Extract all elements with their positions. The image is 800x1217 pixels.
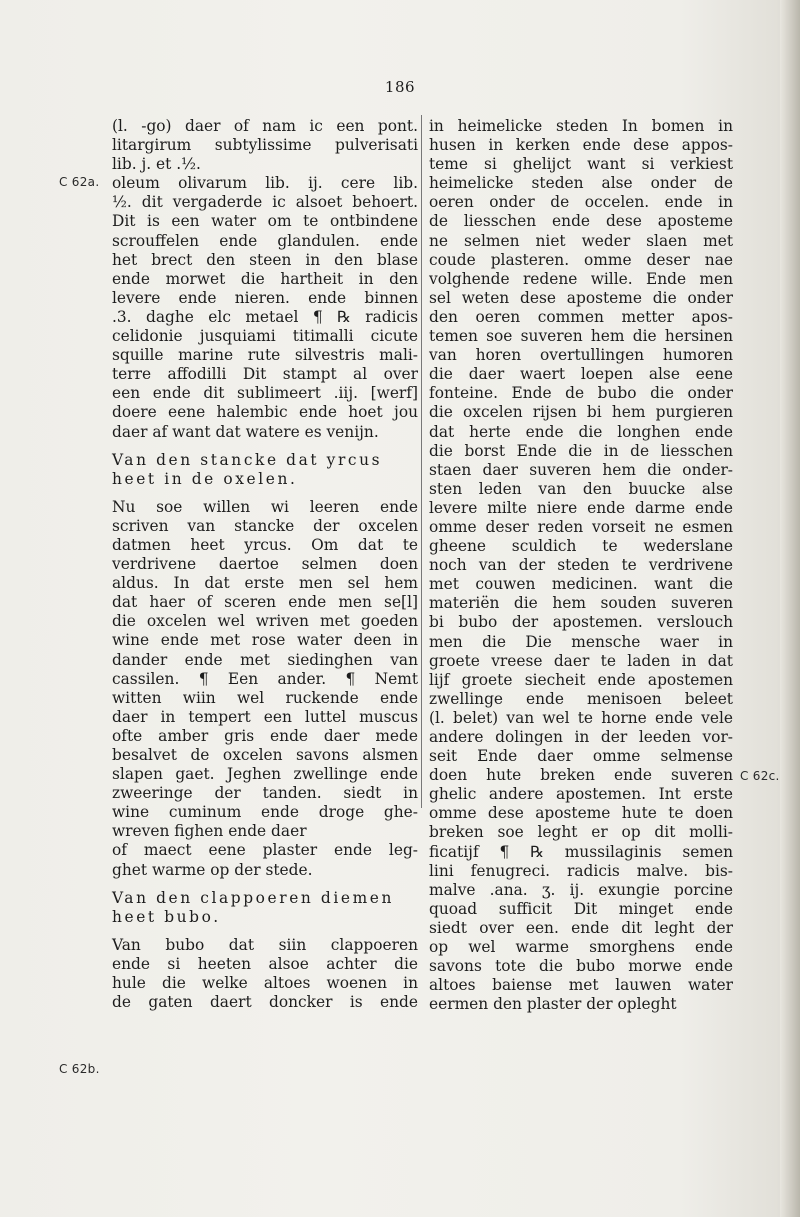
text-line: besalvet de oxcelen savons alsmen <box>112 746 418 764</box>
text-line: Nu soe willen wi leeren ende <box>112 497 418 516</box>
text-line: husen in kerken ende dese appos- <box>429 136 733 155</box>
column-divider <box>421 115 422 808</box>
text-line: doen hute breken ende suveren <box>429 766 733 785</box>
text-line: slapen gaet. Jeghen zwellinge ende <box>112 765 418 784</box>
text-line: die oxcelen rijsen bi hem purgieren <box>429 403 733 422</box>
text-line: doere eene halembic ende hoet jou <box>112 403 418 422</box>
text-line: dander ende met siedinghen van <box>112 650 418 669</box>
text-line: siedt over een. ende dit leght der <box>429 918 733 937</box>
text-line: de gaten daert doncker is ende <box>112 993 418 1012</box>
text-line: eermen den plaster der opleght <box>429 995 677 1014</box>
text-line: een ende dit sublimeert .iij. [werf] <box>112 384 418 403</box>
text-line: de liesschen ende dese aposteme <box>429 212 733 231</box>
text-line: zwellinge ende menisoen beleet <box>429 689 733 708</box>
text-line: dat haer of sceren ende men se[l] <box>112 593 418 612</box>
text-line: (l. -go) daer of nam ic een pont. <box>112 117 418 135</box>
text-line: ½. dit vergaderde ic alsoet behoert. <box>112 193 418 212</box>
text-line: van horen overtullingen humoren <box>429 346 733 365</box>
text-line: dat herte ende die longhen ende <box>429 422 733 441</box>
text-line: verdrivene daertoe selmen doen <box>112 555 418 574</box>
paragraph-gap <box>112 927 418 936</box>
text-line: omme dese aposteme hute te doen <box>429 804 733 823</box>
text-line: malve .ana. ʒ. ij. exungie porcine <box>429 880 733 899</box>
text-line: teme si ghelijct want si verkiest <box>429 155 733 174</box>
section-heading-line: heet in de oxelen. <box>112 469 298 488</box>
text-line: sten leden van den buucke alse <box>429 479 733 498</box>
text-line: (l. belet) van wel te horne ende vele <box>429 708 733 727</box>
text-line: of maect eene plaster ende leg- <box>112 841 418 860</box>
text-line: terre affodilli Dit stampt al over <box>112 365 418 384</box>
text-line: daer in tempert een luttel muscus <box>112 707 418 726</box>
section-heading-line: Van den stancke dat yrcus <box>112 450 383 469</box>
text-line: Van bubo dat siin clappoeren <box>112 935 418 954</box>
text-line: omme deser reden vorseit ne esmen <box>429 517 733 536</box>
text-line: seit Ende daer omme selmense <box>429 747 733 766</box>
text-line: savons tote die bubo morwe ende <box>429 957 733 976</box>
text-line: celidonie jusquiami titimalli cicute <box>112 327 418 346</box>
text-line: sel weten dese aposteme die onder <box>429 288 733 307</box>
section-heading-line: Van den clappoeren diemen <box>112 888 395 907</box>
text-line: cassilen. ¶ Een ander. ¶ Nemt <box>112 669 418 688</box>
margin-note-c62c: C 62c. <box>740 769 780 783</box>
text-line: levere ende nieren. ende binnen <box>112 288 418 307</box>
page-number: 186 <box>384 78 416 96</box>
text-line: ende morwet die hartheit in den <box>112 269 418 288</box>
text-line: volghende redene wille. Ende men <box>429 269 733 288</box>
text-line: ghelic andere apostemen. Int erste <box>429 785 733 804</box>
right-column <box>429 117 733 1014</box>
text-line: ghet warme op der stede. <box>112 860 313 879</box>
text-line: wine ende met rose water deen in <box>112 631 418 650</box>
text-line: den oeren commen metter apos- <box>429 307 733 326</box>
text-line: quoad sufficit Dit minget ende <box>429 899 733 918</box>
text-line: ofte amber gris ende daer mede <box>112 726 418 745</box>
text-line: ficatijf ¶ ℞ mussilaginis semen <box>429 842 733 861</box>
paragraph-gap <box>112 880 418 889</box>
text-line: oeren onder de occelen. ende in <box>429 193 733 212</box>
text-line: op wel warme smorghens ende <box>429 938 733 957</box>
margin-note-c62b: C 62b. <box>59 1062 100 1076</box>
text-line: aldus. In dat erste men sel hem <box>112 574 418 593</box>
text-line: materiën die hem souden suveren <box>429 594 733 613</box>
text-line: ne selmen niet weder slaen met <box>429 231 733 250</box>
text-line: lini fenugreci. radicis malve. bis- <box>429 861 733 880</box>
text-line: het brect den steen in den blase <box>112 250 418 269</box>
text-line: ende si heeten alsoe achter die <box>112 954 418 973</box>
text-line: levere milte niere ende darme ende <box>429 498 733 517</box>
text-line: wreven fighen ende daer <box>112 822 307 841</box>
paragraph-gap <box>112 442 418 451</box>
margin-note-c62a: C 62a. <box>59 175 100 189</box>
text-line: witten wiin wel ruckende ende <box>112 688 418 707</box>
text-line: die borst Ende die in de liesschen <box>429 441 733 460</box>
text-line: datmen heet yrcus. Om dat te <box>112 535 418 554</box>
text-line: squille marine rute silvestris mali- <box>112 346 418 365</box>
text-line: temen soe suveren hem die hersinen <box>429 327 733 346</box>
text-line: met couwen medicinen. want die <box>429 575 733 594</box>
paragraph-gap <box>112 489 418 498</box>
text-line: .3. daghe elc metael ¶ ℞ radicis <box>112 307 418 326</box>
text-line: scriven van stancke der oxcelen <box>112 516 418 535</box>
text-line: andere dolingen in der leeden vor- <box>429 728 733 746</box>
text-line: die daer waert loepen alse eene <box>429 365 733 384</box>
text-line: Dit is een water om te ontbindene <box>112 212 418 231</box>
text-line: men die Die mensche waer in <box>429 632 733 651</box>
text-line: gheene sculdich te wederslane <box>429 537 733 556</box>
text-line: heimelicke steden alse onder de <box>429 174 733 193</box>
text-line: hule die welke altoes woenen in <box>112 974 418 993</box>
text-line: daer af want dat watere es venijn. <box>112 422 379 441</box>
page-edge <box>780 0 800 1217</box>
text-line: in heimelicke steden In bomen in <box>429 117 733 135</box>
text-line: wine cuminum ende droge ghe- <box>112 803 418 822</box>
text-line: die oxcelen wel wriven met goeden <box>112 612 418 631</box>
text-line: scrouffelen ende glandulen. ende <box>112 231 418 250</box>
text-line: staen daer suveren hem die onder- <box>429 460 733 479</box>
text-line: altoes baiense met lauwen water <box>429 976 733 995</box>
text-line: noch van der steden te verdrivene <box>429 556 733 575</box>
text-line: groete vreese daer te laden in dat <box>429 651 733 670</box>
text-line: bi bubo der apostemen. verslouch <box>429 613 733 632</box>
text-line: lijf groete siecheit ende apostemen <box>429 670 733 689</box>
left-column <box>112 117 418 1012</box>
section-heading-line: heet bubo. <box>112 907 221 926</box>
text-line: breken soe leght er op dit molli- <box>429 823 733 842</box>
text-line: oleum olivarum lib. ij. cere lib. <box>112 174 418 193</box>
text-line: litargirum subtylissime pulverisati <box>112 136 418 155</box>
text-line: coude plasteren. omme deser nae <box>429 250 733 269</box>
text-line: lib. j. et .½. <box>112 155 201 174</box>
text-line: zweeringe der tanden. siedt in <box>112 784 418 803</box>
text-line: fonteine. Ende de bubo die onder <box>429 384 733 403</box>
